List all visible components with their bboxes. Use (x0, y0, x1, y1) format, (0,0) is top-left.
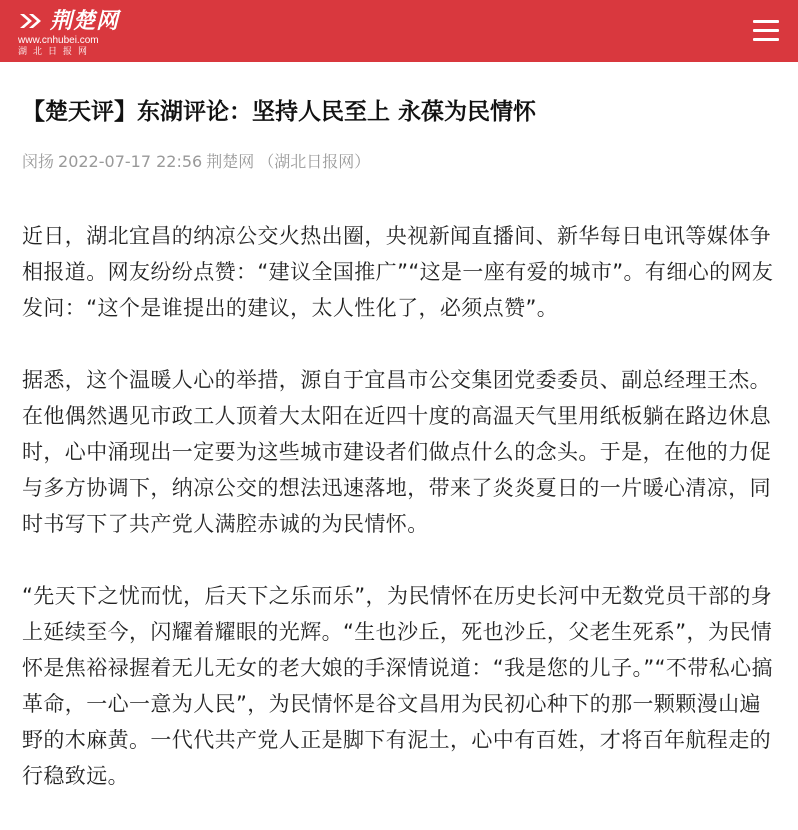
article-source-note: （湖北日报网） (258, 152, 371, 171)
logo-subtitle: 湖北日报网 (18, 46, 94, 56)
article-body (22, 218, 778, 830)
article-paragraph: “先天下之忧而忧，后天下之乐而乐”，为民情怀在历史长河中无数党员干部的身上延续至今，闪耀着耀眼的光辉。“生也沙丘，死也沙丘，父老生死系”，为民情怀是焦裕禄握着无儿无女的老大娘的手深情说道：“我是您的儿子。”“不带私心搞革命，一心一意为人民”，为民情怀是谷文昌用为民初心种下的那一颗颗漫山遍野的木麻黄。一代代共产党人正是脚下有泥土，心中有百姓，才将百年航程走的行稳致远。 (22, 584, 773, 788)
site-header (0, 0, 798, 62)
logo-url: www.cnhubei.com (18, 35, 99, 46)
article-meta (22, 151, 782, 173)
article-author: 闵扬 (22, 152, 55, 171)
article-source[interactable]: 荆楚网 (206, 152, 255, 171)
article-title: 【楚天评】东湖评论：坚持人民至上 永葆为民情怀 (22, 99, 537, 125)
article-datetime: 2022-07-17 22:56 (58, 152, 203, 171)
article-paragraph: 据悉，这个温暖人心的举措，源自于宜昌市公交集团党委委员、副总经理王杰。在他偶然遇见市政工人顶着大太阳在近四十度的高温天气里用纸板躺在路边休息时，心中涌现出一定要为这些城市建设者们做点什么的念头。于是，在他的力促与多方协调下，纳凉公交的想法迅速落地，带来了炎炎夏日的一片暖心清凉，同时书写下了共产党人满腔赤诚的为民情怀。 (22, 368, 771, 536)
menu-button[interactable] (750, 16, 782, 44)
article-paragraph: 近日，湖北宜昌的纳凉公交火热出圈，央视新闻直播间、新华每日电讯等媒体争相报道。网友纷纷点赞：“建议全国推广”“这是一座有爱的城市”。有细心的网友发问：“这个是谁提出的建议，太人性化了，必须点赞”。 (22, 224, 774, 320)
logo-swoosh-icon (18, 10, 44, 32)
site-logo[interactable] (18, 8, 128, 56)
logo-brand-name: 荆楚网 (50, 8, 120, 34)
